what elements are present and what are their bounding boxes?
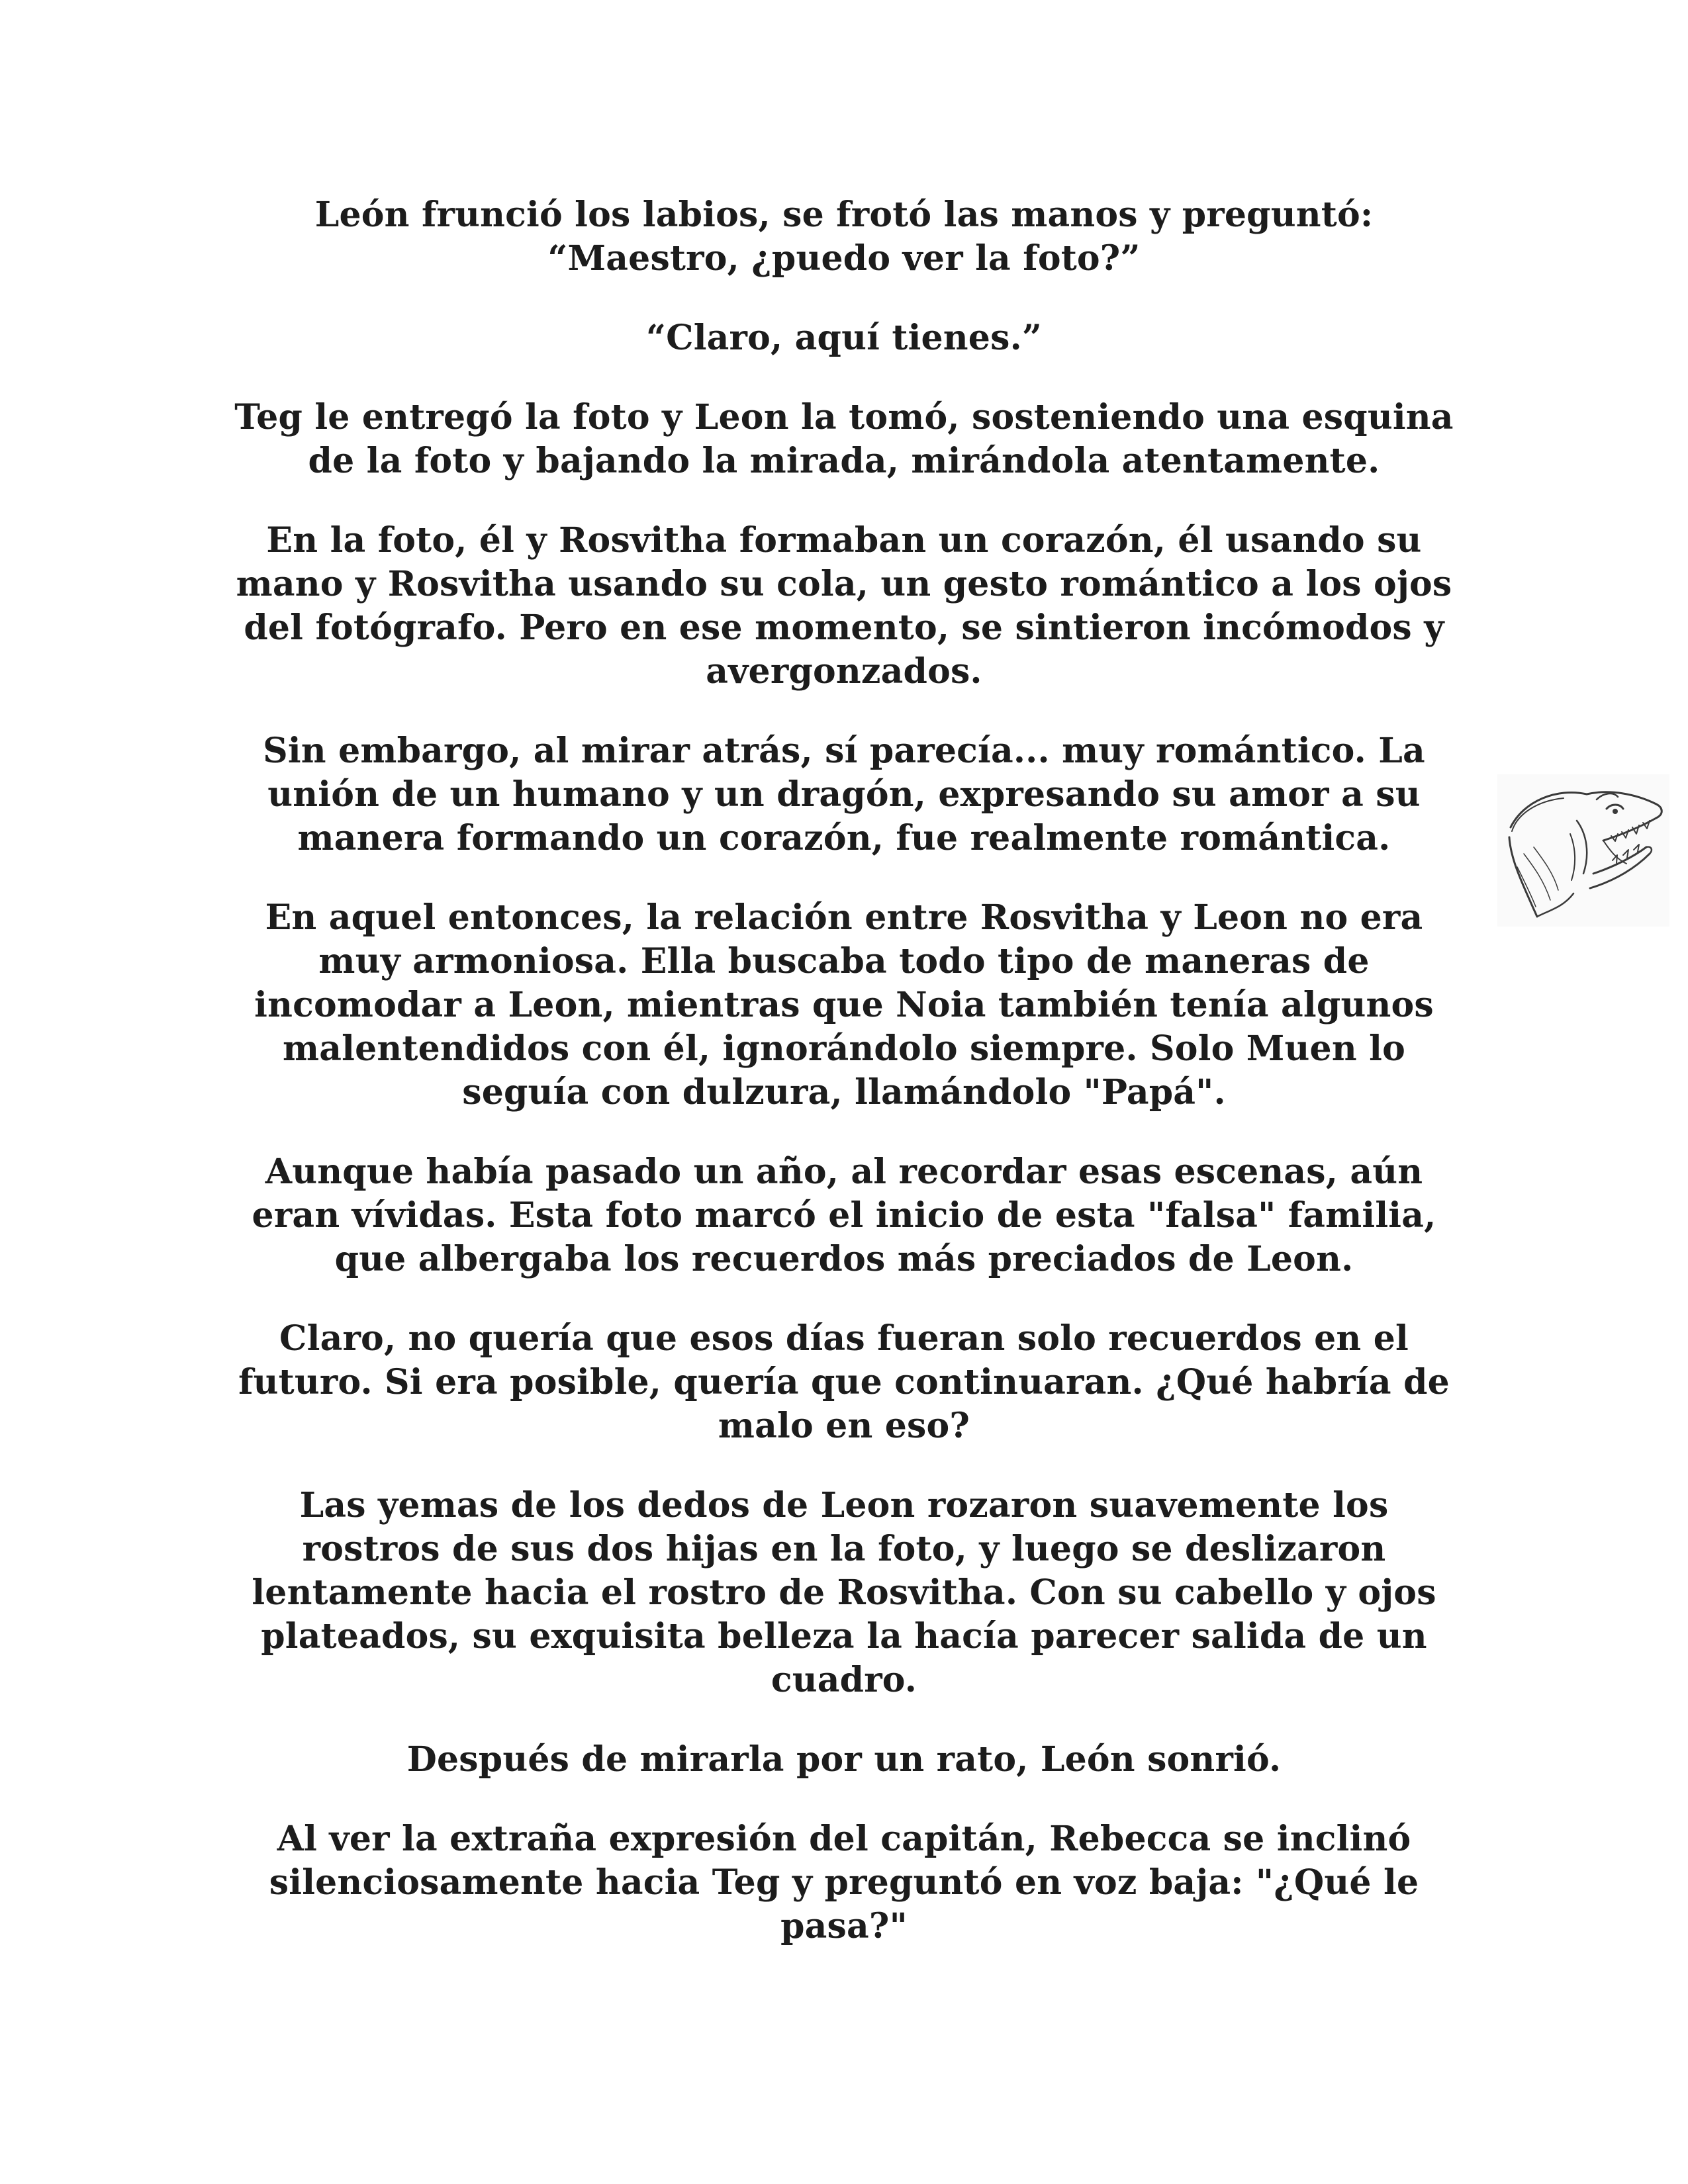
dragon-head-sketch-icon (1497, 774, 1669, 927)
paragraph: Claro, no quería que esos días fueran solo recuerdos en el futuro. Si era posible, quería que continuaran. ¿Qué habría de malo en eso? (238, 1318, 1450, 1446)
paragraph: En aquel entonces, la relación entre Rosvitha y Leon no era muy armoniosa. Ella buscaba todo tipo de maneras de incomodar a Leon, mientras que Noia también tenía algunos malentendidos con él, ignorándolo siempre. Solo Muen lo seguía con dulzura, llamándolo "Papá". (254, 897, 1434, 1113)
paragraph: Aunque había pasado un año, al recordar esas escenas, aún eran vívidas. Esta foto marcó el inicio de esta "falsa" familia, que albergaba los recuerdos más preciados de Leon. (252, 1152, 1436, 1279)
paragraph: Al ver la extraña expresión del capitán, Rebecca se inclinó silenciosamente hacia Teg y preguntó en voz baja: "¿Qué le pasa?" (269, 1819, 1419, 1946)
paragraph: “Claro, aquí tienes.” (646, 318, 1042, 358)
paragraph: Después de mirarla por un rato, León sonrió. (406, 1739, 1282, 1780)
story-text (232, 193, 1456, 1984)
paragraph: En la foto, él y Rosvitha formaban un corazón, él usando su mano y Rosvitha usando su cola, un gesto romántico a los ojos del fotógrafo. Pero en ese momento, se sintieron incómodos y avergonzados. (236, 520, 1452, 692)
paragraph: Sin embargo, al mirar atrás, sí parecía... muy romántico. La unión de un humano y un dragón, expresando su amor a su manera formando un corazón, fue realmente romántica. (263, 731, 1425, 858)
paragraph: León frunció los labios, se frotó las manos y preguntó: “Maestro, ¿puedo ver la foto?” (314, 195, 1374, 279)
paragraph: Teg le entregó la foto y Leon la tomó, sosteniendo una esquina de la foto y bajando la mirada, mirándola atentamente. (234, 397, 1454, 481)
paragraph: Las yemas de los dedos de Leon rozaron suavemente los rostros de sus dos hijas en la foto, y luego se deslizaron lentamente hacia el rostro de Rosvitha. Con su cabello y ojos plateados, su exquisita belleza la hacía parecer salida de un cuadro. (252, 1485, 1436, 1700)
